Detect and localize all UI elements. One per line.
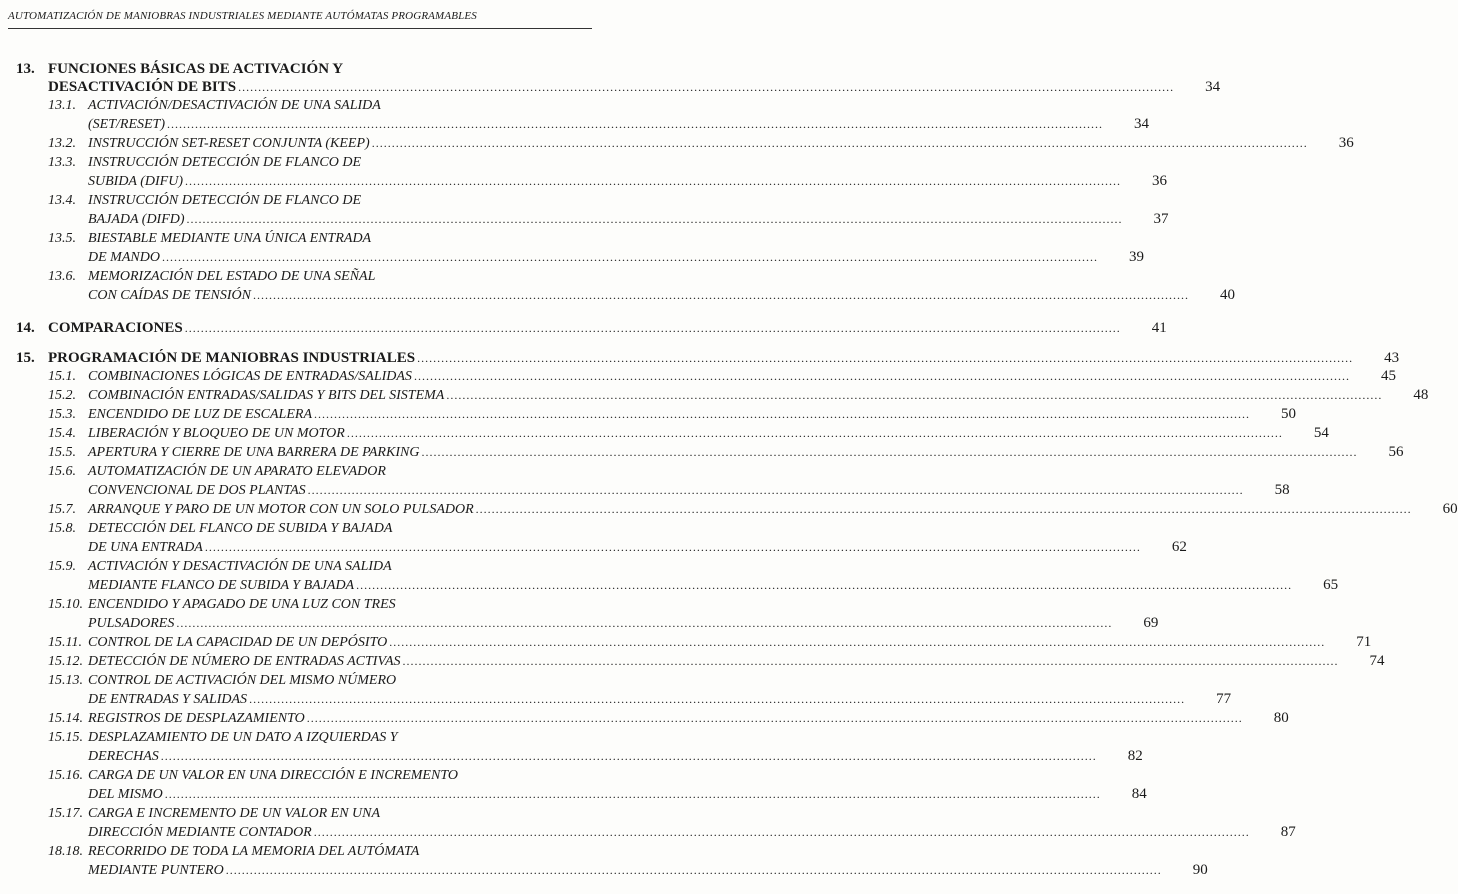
section-number: 13.6. (48, 269, 76, 284)
entry-title (88, 462, 1290, 500)
entry-title (88, 367, 1396, 386)
title-text: FUNCIONES BÁSICAS DE ACTIVACIÓN Y (48, 61, 344, 77)
title-text: BIESTABLE MEDIANTE UNA ÚNICA ENTRADA (88, 231, 372, 246)
section-entry[interactable] (16, 519, 1187, 557)
page-number: 80 (1273, 710, 1289, 726)
title-text: CON CAÍDAS DE TENSIÓN (88, 288, 251, 303)
entry-title (88, 652, 1385, 671)
section-number: 15.7. (48, 502, 76, 517)
title-line (88, 191, 1169, 210)
running-header: AUTOMATIZACIÓN DE MANIOBRAS INDUSTRIALES MEDIANTE AUTÓMATAS PROGRAMABLES (8, 6, 592, 29)
section-number: 13.1. (48, 98, 76, 113)
leader-dots (446, 386, 1382, 405)
chapter-number: 13. (16, 61, 35, 77)
section-entry[interactable] (16, 134, 1354, 153)
title-line (88, 785, 1147, 804)
section-entry[interactable] (16, 367, 1396, 386)
entry-title (88, 766, 1147, 804)
title-line (48, 78, 1220, 96)
section-entry[interactable] (16, 804, 1296, 842)
section-entry[interactable] (16, 728, 1143, 766)
entry-title (88, 405, 1296, 424)
entry-title (88, 519, 1187, 557)
section-number: 13.4. (48, 193, 76, 208)
leader-dots (403, 652, 1339, 671)
section-number: 15.4. (48, 426, 76, 441)
title-line (88, 766, 1147, 785)
page-number: 84 (1131, 786, 1147, 802)
leader-dots (238, 78, 1174, 96)
leader-dots (308, 481, 1244, 500)
entry-title (48, 60, 1220, 96)
entry-title (48, 349, 1399, 367)
title-line (88, 595, 1158, 614)
section-entry[interactable] (16, 229, 1144, 267)
title-text: SUBIDA (DIFU) (88, 174, 183, 189)
section-number: 13.2. (48, 136, 76, 151)
title-text: DE MANDO (88, 250, 160, 265)
title-text: AUTOMATIZACIÓN DE UN APARATO ELEVADOR (88, 464, 386, 479)
title-text: DEL MISMO (88, 787, 163, 802)
title-line (88, 134, 1354, 153)
title-text: INSTRUCCIÓN SET-RESET CONJUNTA (KEEP) (88, 136, 370, 151)
page-number: 50 (1281, 406, 1296, 422)
title-line (88, 286, 1235, 305)
title-text: MEDIANTE PUNTERO (88, 863, 224, 878)
table-of-contents (16, 60, 1458, 880)
title-text: ACTIVACIÓN Y DESACTIVACIÓN DE UNA SALIDA (88, 559, 392, 574)
entry-title (88, 595, 1158, 633)
page-number: 87 (1280, 824, 1296, 840)
entry-title (88, 229, 1144, 267)
section-number: 15.16. (48, 768, 83, 783)
section-entry[interactable] (16, 424, 1329, 443)
title-line (88, 153, 1167, 172)
chapter-gap (16, 337, 582, 349)
title-text: MEMORIZACIÓN DEL ESTADO DE UNA SEÑAL (88, 269, 376, 284)
entry-title (88, 804, 1296, 842)
title-text: PULSADORES (88, 616, 175, 631)
leader-dots (314, 823, 1250, 842)
title-line (88, 557, 1338, 576)
leader-dots (165, 785, 1101, 804)
section-entry[interactable] (16, 842, 1208, 880)
title-text: BAJADA (DIFD) (88, 212, 185, 227)
title-text: CARGA E INCREMENTO DE UN VALOR EN UNA (88, 806, 381, 821)
chapter-number: 15. (16, 350, 35, 366)
leader-dots (372, 134, 1308, 153)
title-line (88, 671, 1231, 690)
page-number: 82 (1127, 748, 1143, 764)
section-number: 15.11. (48, 635, 82, 650)
leader-dots (176, 614, 1112, 633)
title-text: COMBINACIONES LÓGICAS DE ENTRADAS/SALIDAS (88, 369, 412, 384)
section-entry[interactable] (16, 709, 1289, 728)
title-line (88, 443, 1403, 462)
chapter-entry[interactable] (16, 349, 1400, 367)
leader-dots (356, 576, 1292, 595)
title-text: DETECCIÓN DE NÚMERO DE ENTRADAS ACTIVAS (88, 654, 401, 669)
title-line (88, 481, 1290, 500)
section-entry[interactable] (16, 500, 1458, 519)
section-entry[interactable] (16, 443, 1404, 462)
title-text: APERTURA Y CIERRE DE UNA BARRERA DE PARKING (88, 445, 420, 460)
title-line (88, 576, 1338, 595)
section-number: 15.9. (48, 559, 76, 574)
leader-dots (185, 319, 1121, 337)
leader-dots (421, 443, 1357, 462)
title-text: DESPLAZAMIENTO DE UN DATO A IZQUIERDAS Y (88, 730, 398, 745)
page-number: 69 (1143, 615, 1159, 631)
title-text: CARGA DE UN VALOR EN UNA DIRECCIÓN E INCREMENTO (88, 768, 458, 783)
leader-dots (167, 115, 1103, 134)
title-text: ENCENDIDO Y APAGADO DE UNA LUZ CON TRES (88, 597, 396, 612)
chapter-entry[interactable] (16, 60, 1221, 96)
title-line (88, 248, 1144, 267)
section-number: 15.6. (48, 464, 76, 479)
entry-title (88, 443, 1403, 462)
entry-title (88, 153, 1167, 191)
page-number: 34 (1134, 116, 1149, 132)
page-number: 56 (1388, 444, 1404, 460)
leader-dots (417, 349, 1353, 367)
page-number: 71 (1356, 634, 1372, 650)
section-number: 15.17. (48, 806, 83, 821)
page-number: 43 (1384, 350, 1400, 366)
entry-title (88, 633, 1371, 652)
page-number: 58 (1274, 482, 1290, 498)
entry-title (88, 134, 1354, 153)
title-text: INSTRUCCIÓN DETECCIÓN DE FLANCO DE (88, 155, 362, 170)
title-line (48, 319, 1167, 337)
leader-dots (185, 172, 1121, 191)
section-number: 15.15. (48, 730, 83, 745)
title-line (88, 709, 1289, 728)
section-number: 15.10. (48, 597, 83, 612)
page-number: 90 (1192, 862, 1208, 878)
chapter-number: 14. (16, 320, 35, 336)
section-number: 15.13. (48, 673, 83, 688)
entry-title (88, 671, 1231, 709)
title-line (88, 172, 1167, 191)
section-number: 15.8. (48, 521, 76, 536)
leader-dots (162, 248, 1098, 267)
page-number: 48 (1413, 387, 1429, 403)
title-text: MEDIANTE FLANCO DE SUBIDA Y BAJADA (88, 578, 355, 593)
section-entry[interactable] (16, 386, 1429, 405)
title-text: COMBINACIÓN ENTRADAS/SALIDAS Y BITS DEL SISTEMA (88, 388, 445, 403)
section-number: 15.1. (48, 369, 76, 384)
leader-dots (161, 747, 1097, 766)
entry-title (88, 500, 1458, 519)
title-text: CONTROL DE LA CAPACIDAD DE UN DEPÓSITO (88, 635, 388, 650)
entry-title (48, 319, 1167, 337)
section-entry[interactable] (16, 652, 1385, 671)
page-number: 77 (1216, 691, 1232, 707)
section-entry[interactable] (16, 153, 1167, 191)
entry-title (88, 96, 1149, 134)
leader-dots (347, 424, 1283, 443)
title-line (88, 690, 1231, 709)
page-number: 60 (1442, 501, 1458, 517)
section-entry[interactable] (16, 671, 1232, 709)
section-number: 13.5. (48, 231, 76, 246)
leader-dots (414, 367, 1350, 386)
section-number: 15.2. (48, 388, 76, 403)
page-number: 36 (1152, 173, 1167, 189)
title-line (88, 96, 1149, 115)
title-line (88, 614, 1158, 633)
chapter-entry[interactable] (16, 319, 1167, 337)
entry-title (88, 842, 1208, 880)
section-entry[interactable] (16, 462, 1290, 500)
page-number: 37 (1153, 211, 1169, 227)
title-line (48, 60, 1220, 78)
section-number: 15.14. (48, 711, 83, 726)
leader-dots (314, 405, 1250, 424)
title-line (88, 747, 1143, 766)
section-entry[interactable] (16, 766, 1147, 804)
title-line (88, 861, 1208, 880)
title-line (88, 424, 1329, 443)
title-line (88, 728, 1143, 747)
title-text: REGISTROS DE DESPLAZAMIENTO (88, 711, 305, 726)
title-text: ACTIVACIÓN/DESACTIVACIÓN DE UNA SALIDA (88, 98, 381, 113)
title-line (88, 115, 1149, 134)
title-text: DIRECCIÓN MEDIANTE CONTADOR (88, 825, 312, 840)
title-text: DERECHAS (88, 749, 159, 764)
title-line (48, 349, 1399, 367)
page-number: 34 (1205, 79, 1221, 95)
title-line (88, 267, 1235, 286)
title-text: DETECCIÓN DEL FLANCO DE SUBIDA Y BAJADA (88, 521, 393, 536)
title-line (88, 405, 1296, 424)
title-line (88, 386, 1428, 405)
title-line (88, 538, 1187, 557)
section-number: 18.18. (48, 844, 83, 859)
section-entry[interactable] (16, 267, 1235, 305)
leader-dots (476, 500, 1412, 519)
leader-dots (307, 709, 1243, 728)
section-entry[interactable] (16, 595, 1159, 633)
leader-dots (389, 633, 1325, 652)
title-line (88, 823, 1296, 842)
entry-title (88, 709, 1289, 728)
section-number: 13.3. (48, 155, 76, 170)
entry-title (88, 386, 1428, 405)
chapter-gap (16, 305, 582, 319)
title-text: CONVENCIONAL DE DOS PLANTAS (88, 483, 306, 498)
title-line (88, 462, 1290, 481)
entry-title (88, 557, 1338, 595)
section-number: 15.12. (48, 654, 83, 669)
page-number: 36 (1338, 135, 1354, 151)
section-entry[interactable] (16, 96, 1149, 134)
entry-title (88, 267, 1235, 305)
section-entry[interactable] (16, 405, 1296, 424)
section-entry[interactable] (16, 557, 1339, 595)
title-line (88, 367, 1396, 386)
title-text: ARRANQUE Y PARO DE UN MOTOR CON UN SOLO PULSADOR (88, 502, 474, 517)
page-number: 41 (1151, 320, 1167, 336)
title-line (88, 229, 1144, 248)
title-text: INSTRUCCIÓN DETECCIÓN DE FLANCO DE (88, 193, 362, 208)
leader-dots (253, 286, 1189, 305)
entry-title (88, 728, 1143, 766)
page-number: 74 (1369, 653, 1385, 669)
leader-dots (205, 538, 1141, 557)
section-number: 15.5. (48, 445, 76, 460)
title-line (88, 652, 1385, 671)
title-text: DESACTIVACIÓN DE BITS (48, 79, 237, 95)
leader-dots (249, 690, 1185, 709)
title-text: COMPARACIONES (48, 320, 183, 336)
title-text: RECORRIDO DE TODA LA MEMORIA DEL AUTÓMATA (88, 844, 420, 859)
page-number: 62 (1171, 539, 1187, 555)
title-text: PROGRAMACIÓN DE MANIOBRAS INDUSTRIALES (48, 350, 416, 366)
page-number: 65 (1323, 577, 1339, 593)
title-line (88, 633, 1371, 652)
title-line (88, 519, 1187, 538)
leader-dots (187, 210, 1123, 229)
title-line (88, 210, 1169, 229)
title-text: LIBERACIÓN Y BLOQUEO DE UN MOTOR (88, 426, 345, 441)
title-text: CONTROL DE ACTIVACIÓN DEL MISMO NÚMERO (88, 673, 397, 688)
page-number: 54 (1313, 425, 1329, 441)
title-line (88, 842, 1208, 861)
title-text: (SET/RESET) (88, 117, 165, 132)
title-text: DE UNA ENTRADA (88, 540, 203, 555)
title-line (88, 500, 1458, 519)
page-number: 40 (1219, 287, 1235, 303)
title-text: ENCENDIDO DE LUZ DE ESCALERA (88, 407, 312, 422)
title-text: DE ENTRADAS Y SALIDAS (88, 692, 248, 707)
title-line (88, 804, 1296, 823)
section-entry[interactable] (16, 191, 1169, 229)
entry-title (88, 424, 1329, 443)
section-entry[interactable] (16, 633, 1372, 652)
page-number: 39 (1128, 249, 1144, 265)
section-number: 15.3. (48, 407, 76, 422)
entry-title (88, 191, 1169, 229)
leader-dots (226, 861, 1162, 880)
page-number: 45 (1380, 368, 1396, 384)
